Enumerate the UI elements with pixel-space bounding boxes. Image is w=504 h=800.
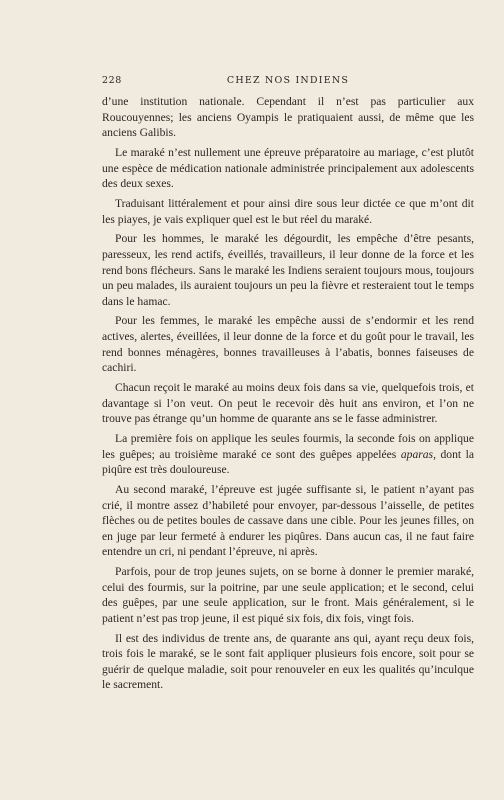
paragraph: d’une institution nationale. Cependant il n’est pas particulier aux Roucouyennes; les anciens Oyampis le pratiquaient aussi, de même que les anciens Galibis.	[102, 95, 474, 140]
page-body	[102, 94, 474, 693]
paragraph: Il est des individus de trente ans, de quarante ans qui, ayant reçu deux fois, trois fois le maraké, se le sont fait appliquer plusieurs fois encore, soit pour se guérir de quelque maladie, soit pour renouveler en eux les qualités qu’inculque le sacrement.	[102, 631, 474, 692]
paragraph: Parfois, pour de trop jeunes sujets, on se borne à donner le premier maraké, celui des fourmis, sur la poitrine, par une seule application; et le second, celui des guêpes, par une seule application, sur le front. Mais généralement, si le patient n’est pas trop jeune, il est piqué six fois, dix fois, vingt fois.	[102, 565, 474, 625]
running-head: CHEZ NOS INDIENS	[226, 75, 350, 86]
paragraph-text: , dont la piqûre est très douloureuse.	[102, 447, 474, 477]
page-number: 228	[102, 75, 122, 86]
paragraph	[102, 431, 474, 478]
italic-term: aparas	[400, 447, 434, 461]
paragraph-text: La première fois on applique les seules fourmis, la seconde fois on applique les guêpes; au troisième maraké ce sont des guêpes appelées	[102, 432, 474, 461]
paragraph: Pour les hommes, le maraké les dégourdit, les empêche d’être pesants, paresseux, les rend actifs, éveillés, travailleurs, il leur donne de la force et les rend bons flécheurs. Sans le maraké les Indiens seraient toujours mous, toujours un peu malades, ils auraient toujours un peu la fièvre et resteraient tout le temps dans le hamac.	[102, 232, 474, 308]
paragraph: Au second maraké, l’épreuve est jugée suffisante si, le patient n’ayant pas crié, il montre assez d’habileté pour envoyer, par-dessous l’aisselle, de petites flèches ou de petites boules de cassave dans une cible. Pour les jeunes filles, on en juge par leur fermeté à endurer les piqûres. Dans aucun cas, il ne faut faire entendre un cri, ni pendant l’épreuve, ni après.	[102, 482, 474, 559]
page-header	[102, 75, 474, 89]
paragraph: Chacun reçoit le maraké au moins deux fois dans sa vie, quelquefois trois, et davantage si l’on veut. On peut le recevoir dès huit ans environ, et l’on ne trouve pas étrange qu’un homme de quarante ans se le fasse administrer.	[102, 381, 474, 426]
paragraph: Pour les femmes, le maraké les empêche aussi de s’endormir et les rend actives, alertes, éveillées, il leur donne de la force et du goût pour le travail, les rend bonnes ménagères, bonnes travailleuses à l’abatis, bonnes faiseuses de cachiri.	[102, 314, 474, 375]
paragraph: Traduisant littéralement et pour ainsi dire sous leur dictée ce que m’ont dit les piayes, je vais expliquer quel est le but réel du maraké.	[102, 196, 474, 226]
paragraph: Le maraké n’est nullement une épreuve préparatoire au mariage, c’est plutôt une espèce de médication nationale administrée principalement aux adolescents des deux sexes.	[102, 145, 474, 191]
